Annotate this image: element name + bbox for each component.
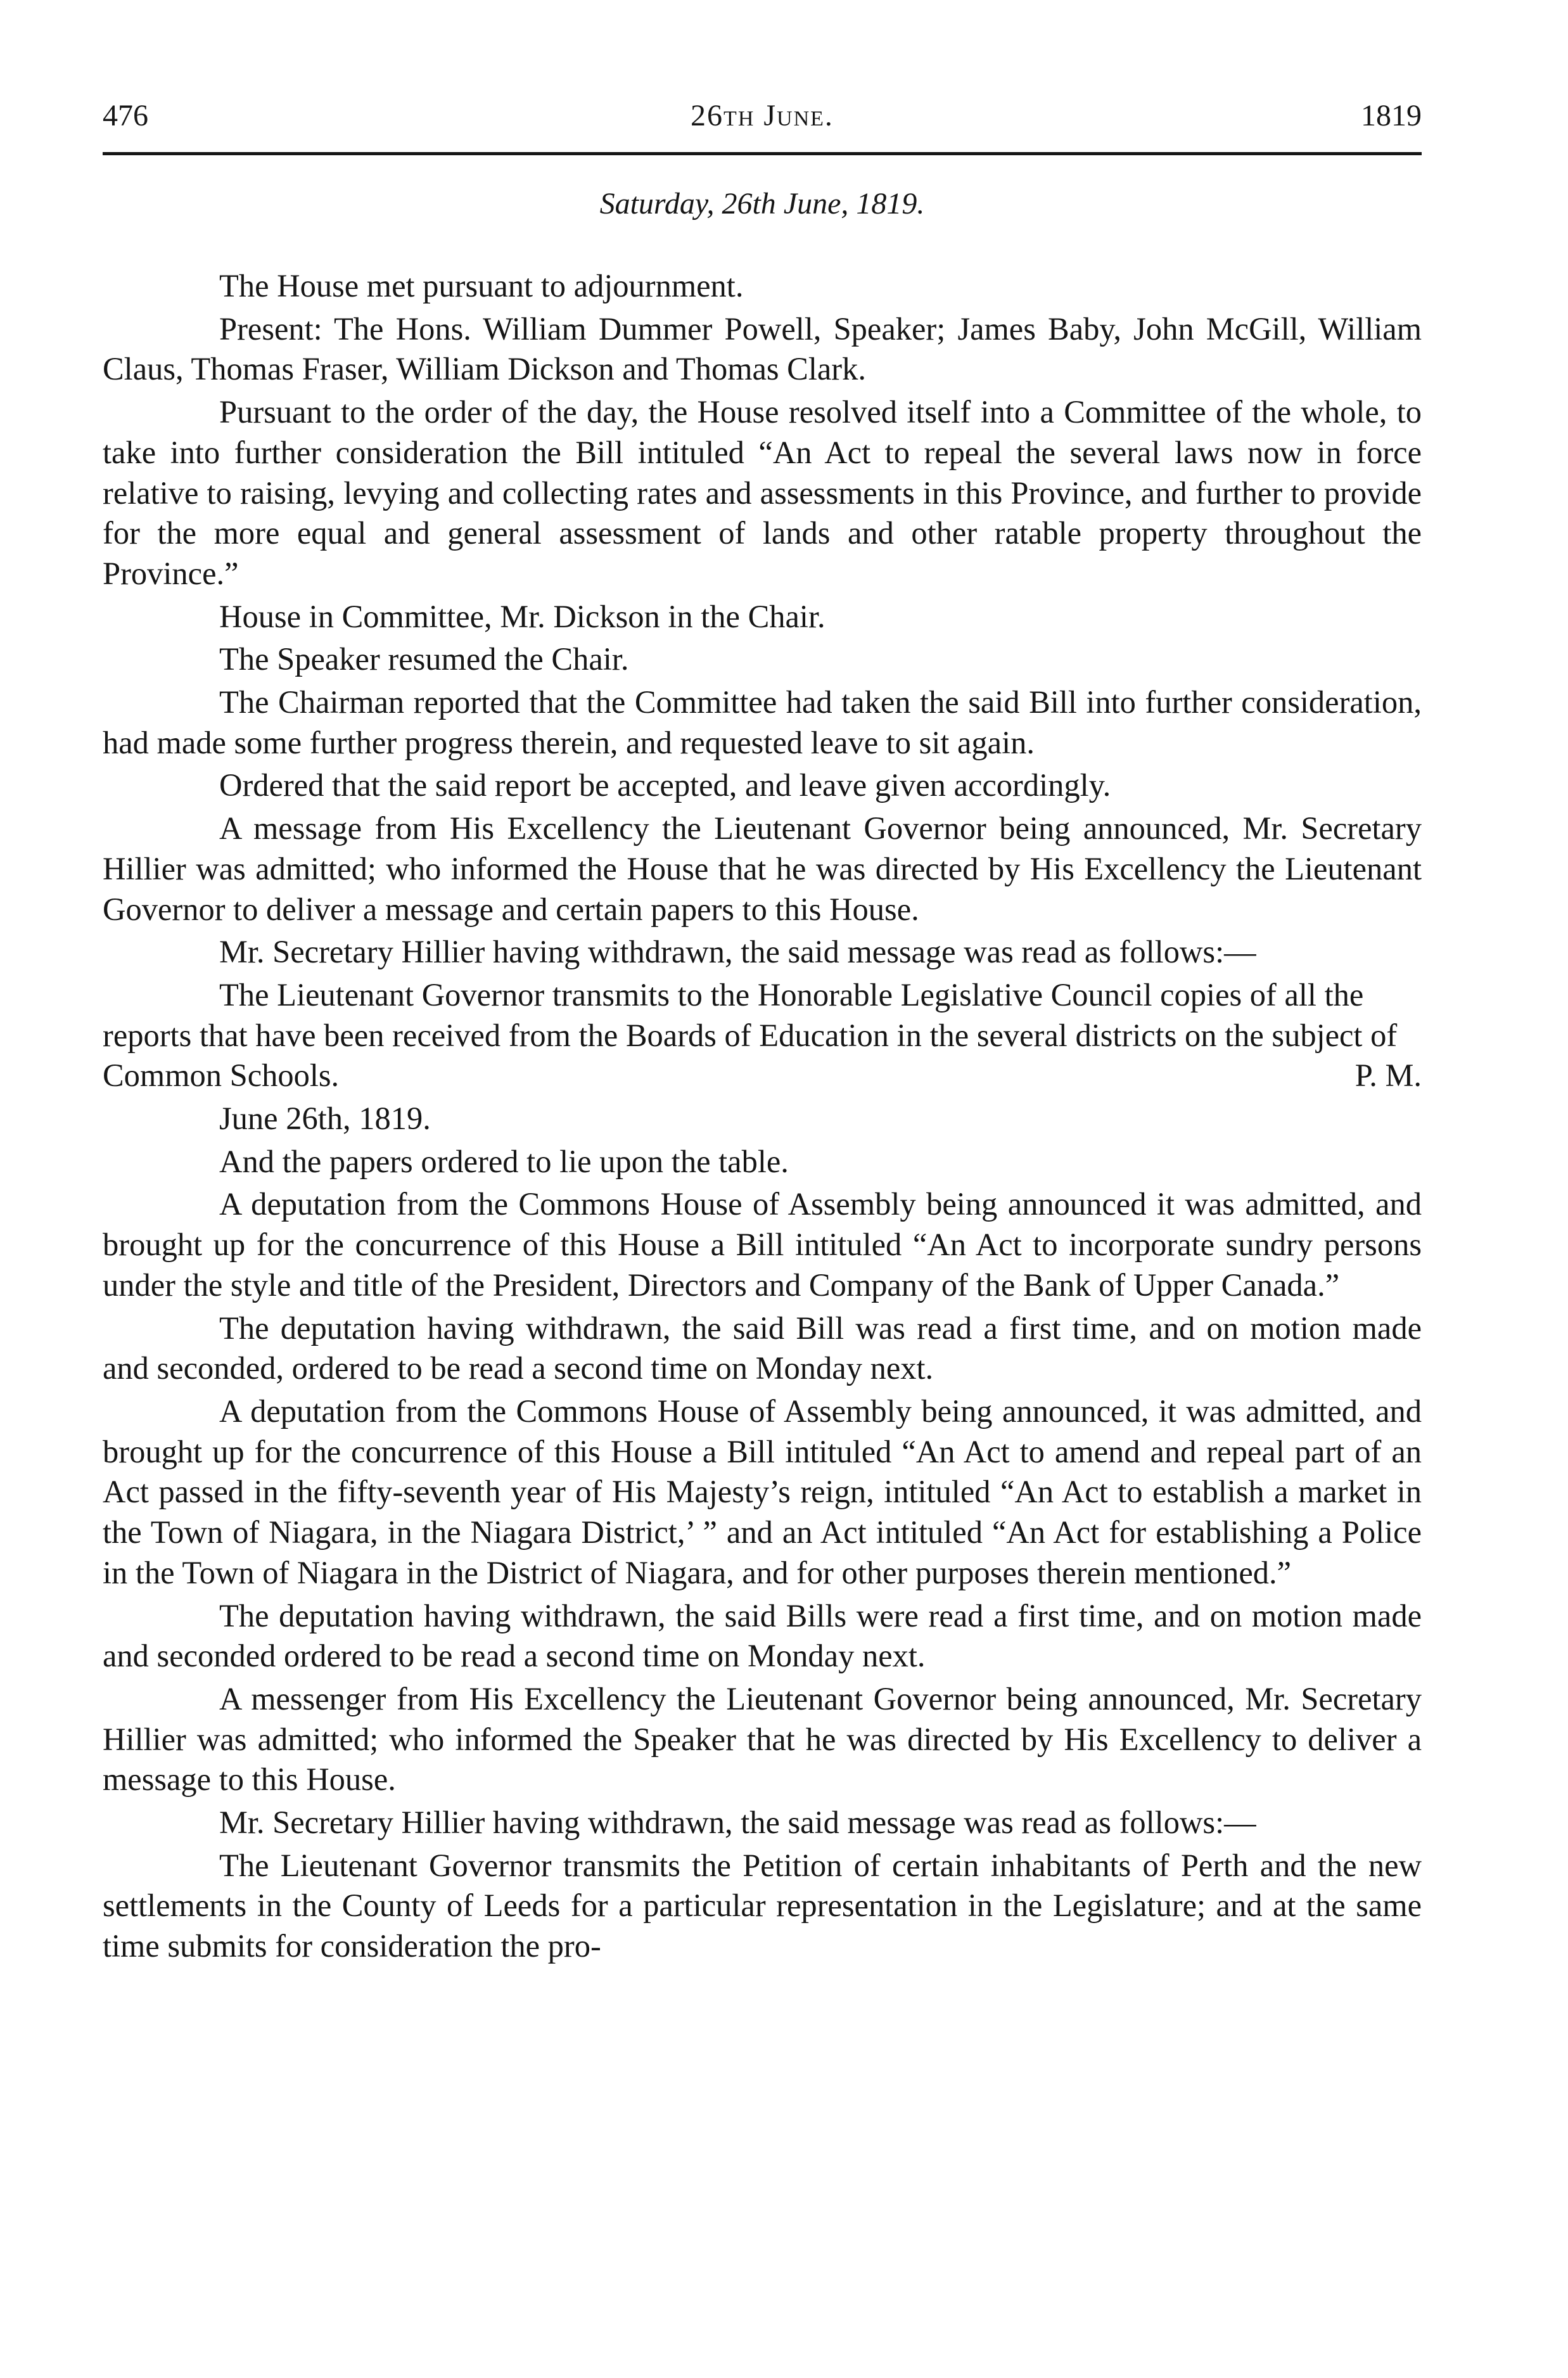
message-one-date: June 26th, 1819. <box>219 1101 431 1137</box>
paragraph: Pursuant to the order of the day, the House resolved itself into a Committee of the whole, to take into further consideration the Bill intituled “An Act to repeal the several laws now in force relative to raising, levying and collecting rates and assessments in this Province, and further to provide for the more equal and general assessment of lands and other ratable property throughout the Province.” <box>103 394 1422 591</box>
header-year: 1819 <box>1361 99 1422 132</box>
paragraph: A deputation from the Commons House of Assembly being announced it was admitted, and brought up for the concurrence of this House a Bill intituled “An Act to incorporate sundry persons under the style and title of the President, Directors and Company of the Bank of Upper Canada.” <box>103 1186 1422 1303</box>
date-heading: Saturday, 26th June, 1819. <box>599 187 925 221</box>
paragraph: Mr. Secretary Hillier having withdrawn, the said message was read as follows:— <box>219 1805 1256 1841</box>
paragraph: A message from His Excellency the Lieutenant Governor being announced, Mr. Secretary Hillier was admitted; who informed the House that he was directed by His Excellency the Lieutenant Governor to deliver a message and certain papers to this House. <box>103 810 1422 927</box>
paragraph: Ordered that the said report be accepted, and leave given accordingly. <box>219 767 1111 803</box>
paragraph: And the papers ordered to lie upon the table. <box>219 1143 789 1179</box>
paragraph: The deputation having withdrawn, the said Bills were read a first time, and on motion made and seconded ordered to be read a second time on Monday next. <box>103 1597 1422 1674</box>
header-rule <box>103 152 1422 155</box>
message-one-signature: P. M. <box>1354 1058 1422 1094</box>
paragraph: The deputation having withdrawn, the said Bill was read a first time, and on motion made and seconded, ordered to be read a second time on Monday next. <box>103 1310 1422 1386</box>
paragraph: Present: The Hons. William Dummer Powell, Speaker; James Baby, John McGill, William Claus, Thomas Fraser, William Dickson and Thomas Clark. <box>103 310 1422 387</box>
paragraph: Mr. Secretary Hillier having withdrawn, the said message was read as follows:— <box>219 934 1256 970</box>
message-one <box>103 975 1422 1096</box>
running-title: 26th June. <box>691 99 834 132</box>
paragraph: A deputation from the Commons House of Assembly being announced, it was admitted, and brought up for the concurrence of this House a Bill intituled “An Act to amend and repeal part of an Act passed in the fifty-seventh year of His Majesty’s reign, intituled “An Act to establish a market in the Town of Niagara, in the Niagara District,’ ” and an Act intituled “An Act for establishing a Police in the Town of Niagara in the District of Niagara, and for other purposes therein mentioned.” <box>103 1393 1422 1590</box>
paragraph: A messenger from His Excellency the Lieutenant Governor being announced, Mr. Secretary Hillier was admitted; who informed the Speaker that he was directed by His Excellency to deliver a message to this House. <box>103 1680 1422 1798</box>
paragraph: House in Committee, Mr. Dickson in the Chair. <box>219 598 825 634</box>
body-text <box>103 266 1422 1969</box>
paragraph: The House met pursuant to adjournment. <box>219 268 744 304</box>
message-one-text: The Lieutenant Governor transmits to the Honorable Legislative Council copies of all the reports that have been received from the Boards of Education in the several districts on the subject of Common Schools. <box>103 976 1398 1094</box>
running-header <box>103 95 1422 137</box>
paragraph: The Lieutenant Governor transmits the Petition of certain inhabitants of Perth and the new settlements in the County of Leeds for a particular representation in the Legislature; and at the same time submits for consideration the pro- <box>103 1847 1422 1964</box>
paragraph: The Chairman reported that the Committee had taken the said Bill into further consideration, had made some further progress therein, and requested leave to sit again. <box>103 684 1422 760</box>
paragraph: The Speaker resumed the Chair. <box>219 641 629 677</box>
page-number: 476 <box>103 99 148 132</box>
